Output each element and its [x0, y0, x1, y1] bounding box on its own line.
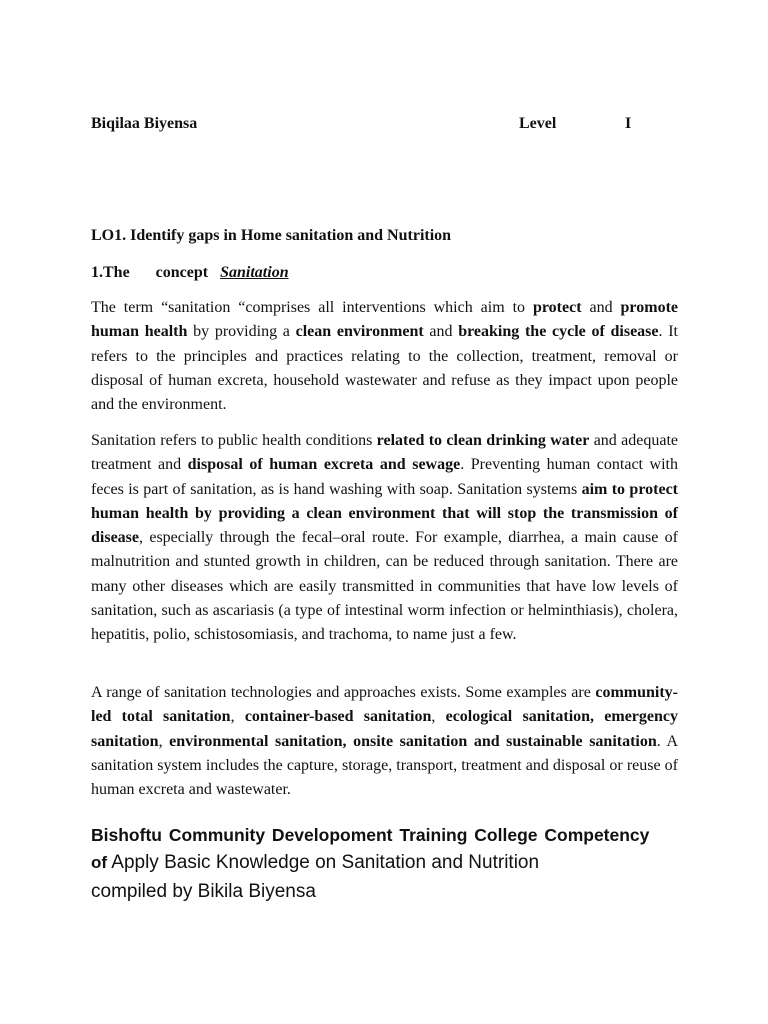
text-run: . A sanitation system includes the capture, storage, transport, treatment and disposal or reuse of human excreta and wastewater. [91, 732, 679, 799]
concept-word: concept [155, 264, 209, 281]
paragraph-sanitation-definition [91, 296, 678, 417]
text-run: . Preventing human contact with feces is part of sanitation, as is hand washing with soap. Sanitation systems [91, 456, 678, 498]
text-run: by providing a [187, 323, 296, 341]
bold-phrase: breaking the cycle of disease [458, 323, 659, 341]
text-run: . It refers to the principles and practices relating to the collection, treatment, removal or disposal of human excreta, household wastewater and refuse as they impact upon people and the environment. [91, 323, 679, 414]
bold-phrase: aim to protect human health by providing a clean environment that will stop the transmission of disease [91, 480, 678, 547]
bold-phrase: disposal of human excreta and sewage [187, 456, 461, 474]
text-run: and [423, 323, 459, 341]
bold-phrase: clean environment [295, 323, 424, 341]
bold-phrase: environmental sanitation, onsite sanitation and sustainable sanitation [169, 732, 657, 750]
footer-of: of [91, 853, 108, 872]
footer-competency-title: Apply Basic Knowledge on Sanitation and Nutrition [107, 852, 540, 873]
learning-outcome-heading: LO1. Identify gaps in Home sanitation and Nutrition [91, 227, 452, 244]
level-value: I [625, 115, 632, 132]
concept-heading [91, 263, 289, 283]
text-run: , [431, 708, 446, 726]
bold-phrase: ecological sanitation, emergency sanitation [91, 708, 678, 750]
concept-number: 1.The [91, 264, 130, 281]
paragraph-technologies [91, 681, 678, 802]
text-run: , especially through the fecal–oral route. For example, diarrhea, a main cause of malnutrition and stunted growth in children, can be reduced through sanitation. There are many other diseases which are easily transmitted in communities that have low levels of sanitation, such as ascariasis (a type of intestinal worm infection or helminthiasis), cholera, hepatitis, polio, schistosomiasis, and trachoma, to name just a few. [91, 529, 678, 644]
author-name: Biqilaa Biyensa [91, 115, 198, 132]
bold-phrase: container-based sanitation [244, 708, 432, 726]
paragraph-public-health [91, 429, 678, 648]
text-run: The term “sanitation “comprises all interventions which aim to [91, 299, 533, 316]
bold-phrase: related to clean drinking water [376, 432, 590, 449]
level-label: Level [519, 115, 557, 132]
text-run: , [230, 708, 245, 726]
text-run: Sanitation refers to public health conditions [91, 432, 377, 449]
bold-phrase: community-led total sanitation [91, 684, 678, 726]
footer-line-competency [91, 848, 649, 878]
text-run: , [158, 732, 170, 750]
text-run: and [581, 299, 621, 316]
bold-phrase: promote human health [91, 299, 678, 341]
text-run: and adequate treatment and [91, 432, 678, 474]
footer-banner [91, 822, 649, 906]
footer-line-college: Bishoftu Community Developoment Training College Competency [91, 825, 650, 845]
footer-line-compiler: compiled by Bikila Biyensa [91, 881, 316, 902]
concept-keyword: Sanitation [220, 264, 289, 281]
bold-phrase: protect [532, 299, 582, 316]
text-run: A range of sanitation technologies and approaches exists. Some examples are [91, 684, 596, 701]
